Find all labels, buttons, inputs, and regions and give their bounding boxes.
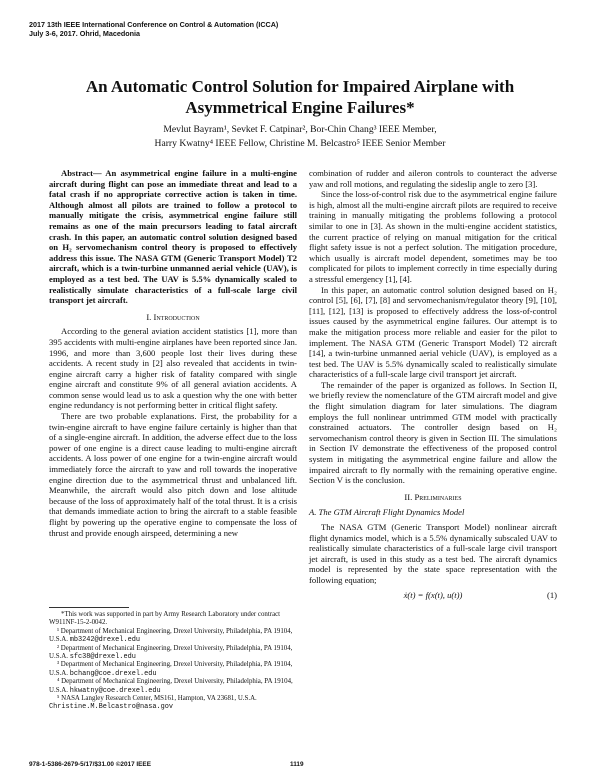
equation-number: (1) — [546, 589, 557, 600]
title-line-2: Asymmetrical Engine Failures* — [185, 98, 415, 117]
subsection-heading: A. The GTM Aircraft Flight Dynamics Model — [309, 507, 465, 518]
equation-body: ẋ(t) = f(x(t), u(t)) — [403, 589, 463, 600]
section-heading-introduction: I. Introduction — [146, 311, 200, 322]
affiliation-footnote: ⁵ NASA Langley Research Center, MS161, Hampton, VA 23681, U.S.A. Christine.M.Belcastro@nasa.gov — [49, 695, 257, 712]
authors-line-1: Mevlut Bayram¹, Sevket F. Catpinar², Bor-Chin Chang³ IEEE Member, — [163, 124, 437, 135]
isbn-footer: 978-1-5386-2679-5/17/$31.00 ©2017 IEEE — [29, 761, 151, 768]
author-list — [40, 123, 560, 151]
right-column — [309, 168, 557, 600]
email-link[interactable]: Christine.M.Belcastro@nasa.gov — [49, 703, 174, 712]
paragraph: According to the general aviation accident statistics [1], more than 395 accidents with multi-engine airplanes have been reported since Jan. 1996, and more than 3,600 people lost their lives during these accidents. A recent study in [2] also revealed that accidents in twin-engine aircraft carry a higher risk of fatality compared with single engine aircraft and constitute 9% of all general aviation accidents. A common sense would lead us to ask a question why the one with better engine redundancy is not performing better in critical flight safety. — [49, 326, 297, 411]
paragraph: The NASA GTM (Generic Transport Model) nonlinear aircraft flight dynamics model, which is a 5.5% dynamically subscaled UAV to realistically simulate characteristics of a full-scale large civil transport jet aircraft, is used in this study as a test bed. The aircraft dynamics model is represented by the state space representation with the following equation; — [309, 522, 557, 585]
email-link[interactable]: sfc38@drexel.edu — [69, 653, 136, 662]
email-link[interactable]: mb3242@drexel.edu — [69, 636, 140, 645]
conference-header — [29, 20, 278, 38]
footnotes — [49, 611, 297, 712]
affiliation-footnote: ³ Department of Mechanical Engineering, Drexel University, Philadelphia, PA 19104, U.S.A. bchang@coe.drexel.edu — [49, 661, 293, 678]
title-line-1: An Automatic Control Solution for Impaired Airplane with — [85, 77, 515, 96]
conference-name: 2017 13th IEEE International Conference on Control & Automation (ICCA) — [29, 20, 279, 29]
footnote-rule — [49, 607, 129, 608]
paragraph: Since the loss-of-control risk due to the asymmetrical engine failure is high, almost all the multi-engine aircraft pilots are required to receive training in manually mitigating the problems following a protocol similar to one in [3]. As shown in the multi-engine accident statistics, the current practice of relying on manual mitigation for the critical flight safety issue is not a perfect solution. The mitigation procedure, which usually is aircraft model dependent, sometimes may be too complicated for pilots to implement correctly in time especially during a stressful emergency [1], [4]. — [309, 189, 557, 284]
affiliation-footnote: ² Department of Mechanical Engineering, Drexel University, Philadelphia, PA 19104, U.S.A. sfc38@drexel.edu — [49, 644, 293, 662]
email-link[interactable]: hkwatny@coe.drexel.edu — [69, 686, 161, 695]
abstract: Abstract— An asymmetrical engine failure in a multi-engine aircraft during flight can pose an immediate threat and lead to a fatal crash if no appropriate corrective action is taken in time. Although almost all pilots are trained to follow a protocol to manually mitigate the crisis, asymmetrical engine failure still remains as one of the main precursors leading to fatal aircraft crash. In this paper, an automatic control solution designed based on H₂ servomechanism control theory is proposed to effectively address this issue. The NASA GTM (Generic Transport Model) T2 aircraft, which is a twin-turbine unmanned aerial vehicle (UAV), is employed as a test bed. The UAV is 5.5% dynamically scaled to realistically simulate characteristics of a full-scale large civil transport jet aircraft. — [49, 168, 297, 306]
paragraph: There are two probable explanations. First, the probability for a twin-engine aircraft to have engine failure certainly is higher than that of a single-engine aircraft. In addition, the adverse effect due to the loss power of one engine is a direct cause leading to multi-engine aircraft accidents. A loss power of one engine for a twin-engine aircraft would immediately force the aircraft to yaw and roll towards the inoperative engine direction due to the asymmetrical thrust and unbalanced lift. Meanwhile, the aircraft would also pitch down and lose altitude because of the loss of approximately half of the total thrust. It is a crisis that demands immediate action to bring the aircraft to a stable feasible flight by powering up the operative engine to compensate the loss of thrust and provide enough airspeed, determining a new — [49, 411, 297, 538]
affiliation-footnote: ⁴ Department of Mechanical Engineering, Drexel University, Philadelphia, PA 19104, U.S.A. hkwatny@coe.drexel.edu — [49, 678, 293, 695]
paragraph: combination of rudder and aileron controls to counteract the adverse yaw and roll motions, and regulating the sideslip angle to zero [3]. — [309, 168, 557, 189]
equation-1 — [309, 590, 557, 601]
conference-dates: July 3-6, 2017. Ohrid, Macedonia — [29, 29, 141, 38]
left-column — [49, 168, 297, 538]
section-heading-preliminaries: II. Preliminaries — [404, 491, 462, 502]
paragraph: The remainder of the paper is organized as follows. In Section II, we briefly review the nomenclature of the GTM aircraft model and give the flight simulation diagram for later simulations. The diagram employs the full nonlinear untrimmed GTM model with practically constrained actuators. The controller design based on H₂ servomechanism control theory is given in Section III. The simulations in Section IV demonstrate the effectiveness of the proposed control system in mitigating the asymmetrical engine failure and allow the impaired aircraft to fly normally with the remaining operative engine. Section V is the conclusion. — [309, 379, 557, 486]
page-number: 1119 — [290, 761, 304, 768]
paragraph: In this paper, an automatic control solution designed based on H₂ control [5], [6], [7], [8] and servomechanism/regulator theory [9], [10], [11], [12], [13] is proposed to effectively address the loss-of-control issues caused by the asymmetrical engine failures. Our attempt is to make the mitigation process more reliable and easier for the pilot to implement. The NASA GTM (Generic Transport Model) T2 aircraft [14], a twin-turbine unmanned aerial vehicle (UAV), is employed as a test bed. The UAV is 5.5% dynamically scaled to realistically simulate characteristics of a full-scale large civil transport jet aircraft. — [309, 284, 557, 380]
affiliation-footnote: ¹ Department of Mechanical Engineering, Drexel University, Philadelphia, PA 19104, U.S.A. mb3242@drexel.edu — [49, 627, 293, 645]
funding-footnote: *This work was supported in part by Army Research Laboratory under contract W911NF-15-2-0042. — [49, 611, 281, 627]
authors-line-2: Harry Kwatny⁴ IEEE Fellow, Christine M. Belcastro⁵ IEEE Senior Member — [154, 138, 446, 149]
email-link[interactable]: bchang@coe.drexel.edu — [69, 669, 157, 678]
paper-title — [40, 76, 560, 118]
